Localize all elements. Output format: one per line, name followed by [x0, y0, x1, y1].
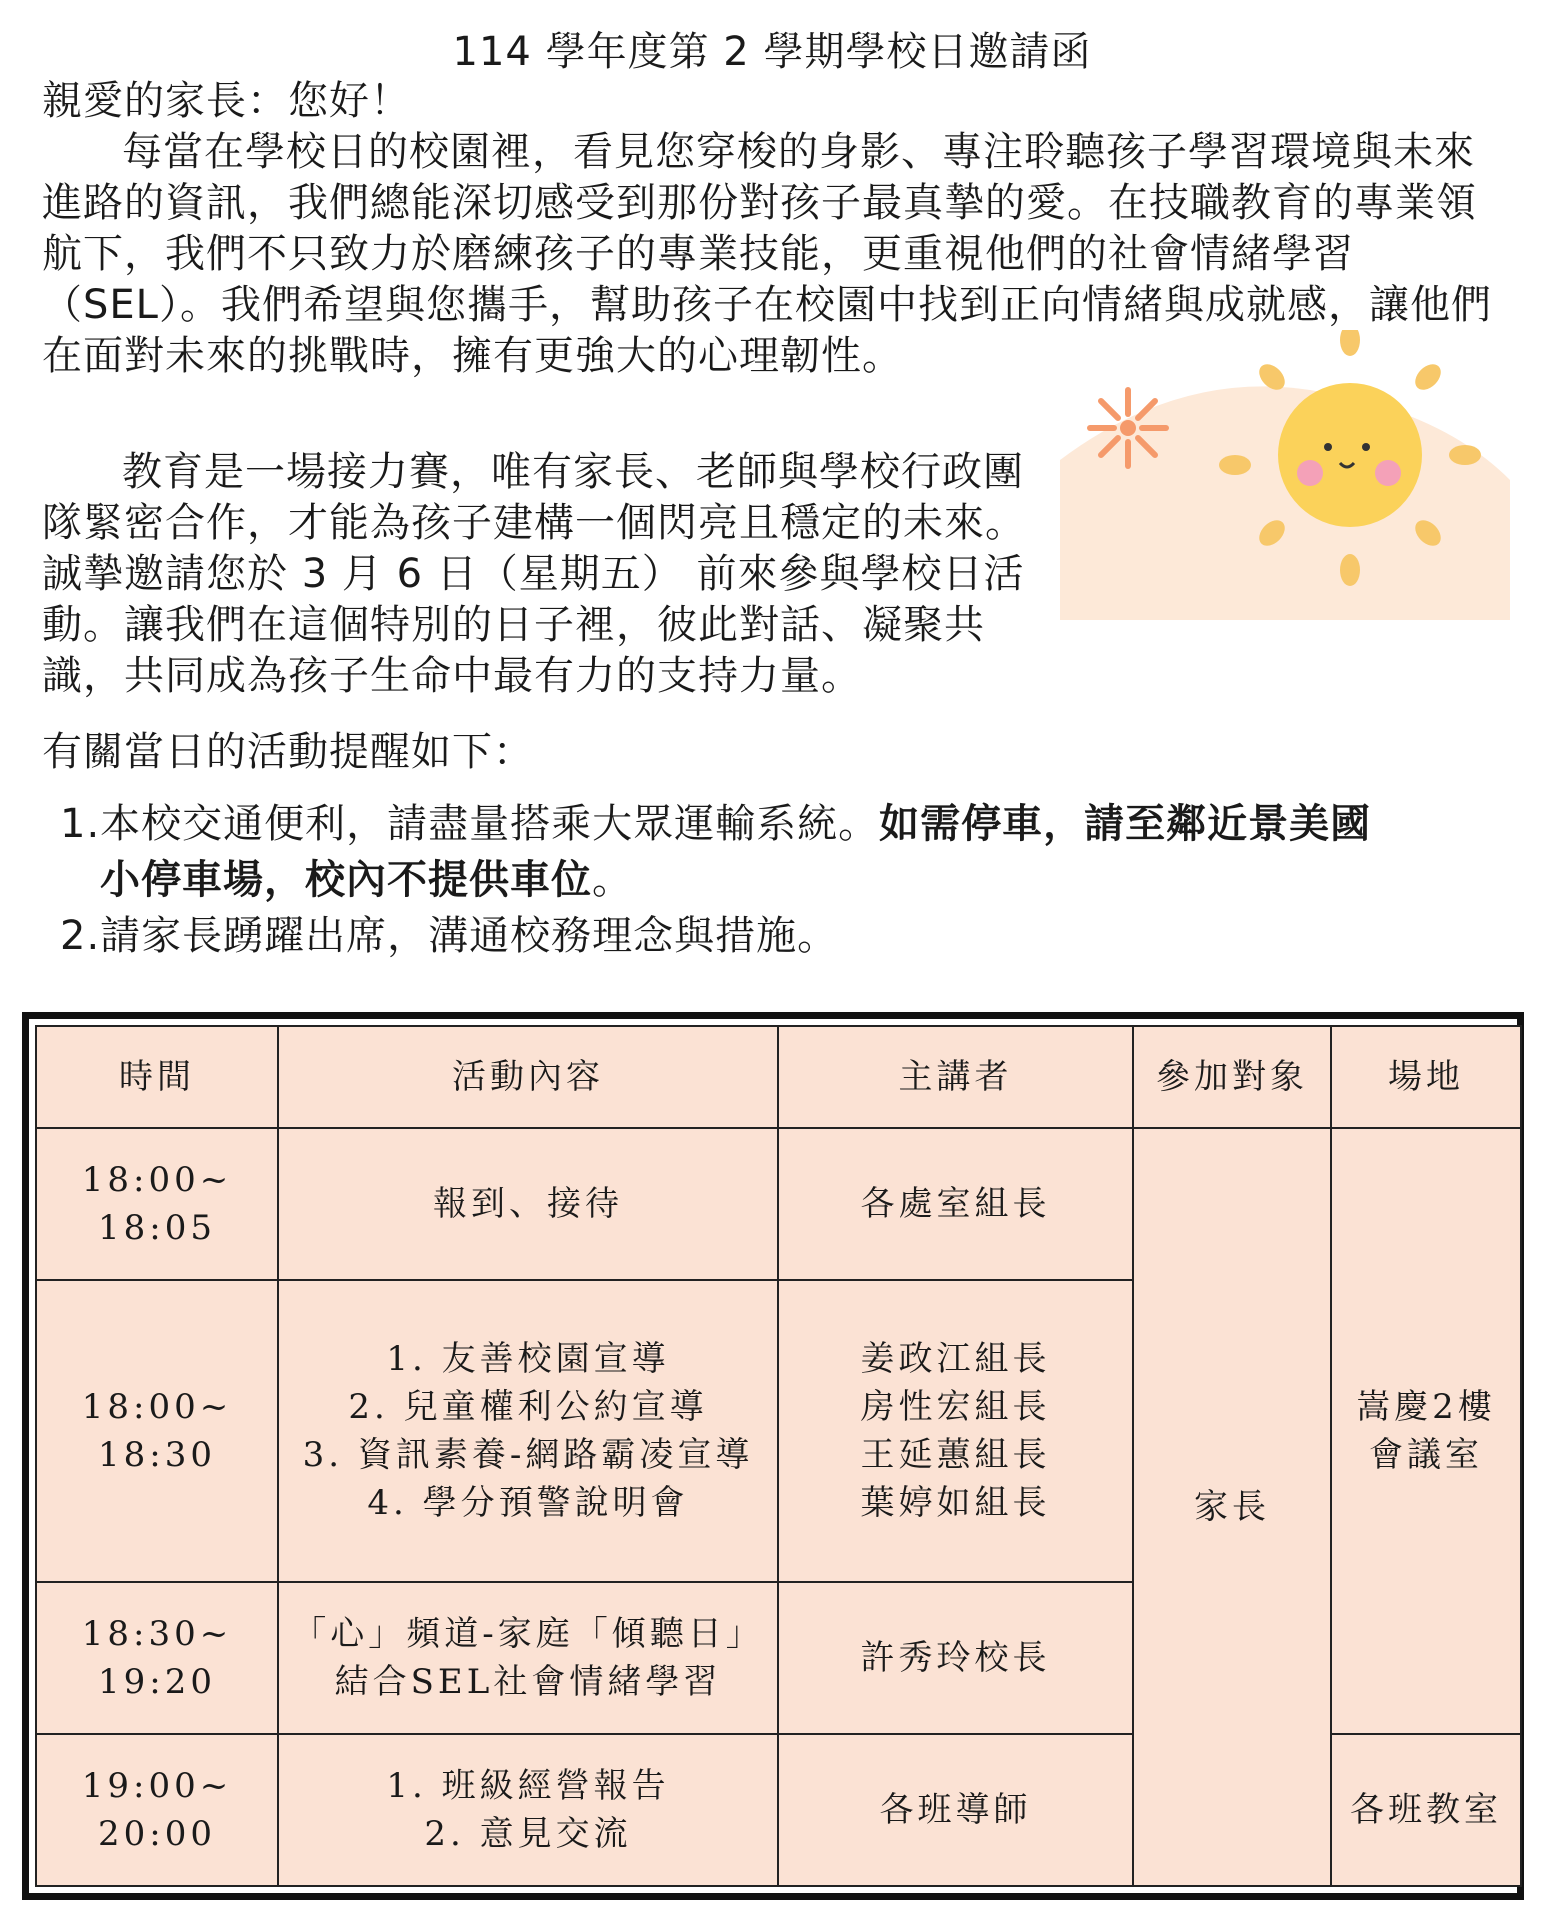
- speaker-line: 各班導師: [879, 1789, 1032, 1830]
- schedule-frame: [22, 1012, 1524, 1900]
- speaker-cell: [778, 1280, 1133, 1581]
- speaker-line: 姜政江組長: [860, 1338, 1051, 1379]
- activity-line: 2. 兒童權利公約宣導: [348, 1386, 708, 1427]
- time-cell: [36, 1280, 278, 1581]
- activity-line: 3. 資訊素養-網路霸凌宣導: [302, 1434, 754, 1475]
- activity-line: 1. 班級經營報告: [386, 1765, 670, 1806]
- speaker-line: 葉婷如組長: [860, 1482, 1051, 1523]
- venue-line: 嵩慶2樓: [1356, 1386, 1496, 1427]
- speaker-cell: [778, 1128, 1133, 1280]
- time-start: 18:30~: [81, 1613, 233, 1654]
- page-title: 114 學年度第 2 學期學校日邀請函: [452, 29, 1092, 75]
- speaker-line: 王延蕙組長: [860, 1434, 1051, 1475]
- speaker-line: 各處室組長: [860, 1184, 1051, 1225]
- activity-line: 2. 意見交流: [424, 1813, 632, 1854]
- reminder-continuation: [60, 852, 1500, 908]
- speaker-line: 許秀玲校長: [860, 1637, 1051, 1678]
- greeting: 親愛的家長：您好！: [42, 78, 411, 124]
- venue-cell: 各班教室: [1331, 1734, 1521, 1886]
- parking-note: 如需停車，請至鄰近景美國: [879, 801, 1372, 847]
- column-header: 活動內容: [278, 1026, 778, 1128]
- speaker-cell: [778, 1582, 1133, 1734]
- relay-paragraph: [42, 447, 1032, 702]
- reminders-heading: 有關當日的活動提醒如下：: [42, 729, 534, 775]
- activity-cell: [278, 1280, 778, 1581]
- column-header: 時間: [36, 1026, 278, 1128]
- table-row: [36, 1128, 1521, 1280]
- venue-cell: [1331, 1128, 1521, 1734]
- activity-cell: [278, 1582, 778, 1734]
- activity-line: 4. 學分預警說明會: [367, 1482, 689, 1523]
- flower-icon: [1090, 390, 1166, 466]
- reminder-item: 2.請家長踴躍出席，溝通校務理念與措施。: [60, 913, 839, 959]
- time-cell: [36, 1582, 278, 1734]
- sun-illustration: [1060, 330, 1510, 620]
- time-start: 19:00~: [81, 1765, 233, 1806]
- activity-line: 報到、接待: [433, 1184, 623, 1225]
- table-header-row: [36, 1026, 1521, 1128]
- time-start: 18:00~: [81, 1160, 233, 1201]
- activity-line: 1. 友善校園宣導: [386, 1338, 670, 1379]
- time-end: 19:20: [98, 1661, 216, 1702]
- participants-cell: 家長: [1133, 1128, 1331, 1886]
- venue-line: 會議室: [1369, 1434, 1483, 1475]
- time-cell: [36, 1734, 278, 1886]
- time-end: 18:30: [98, 1434, 216, 1475]
- column-header: 主講者: [778, 1026, 1133, 1128]
- column-header: 參加對象: [1133, 1026, 1331, 1128]
- schedule-table: [35, 1025, 1522, 1887]
- speaker-line: 房性宏組長: [860, 1386, 1051, 1427]
- parking-note: 小停車場，校內不提供車位: [100, 857, 592, 903]
- reminders-list: [60, 796, 1500, 964]
- column-header: 場地: [1331, 1026, 1521, 1128]
- relay-text: 教育是一場接力賽，唯有家長、老師與學校行政團隊緊密合作，才能為孩子建構一個閃亮且穩定的未來。誠摯邀請您於 3 月 6 日（星期五） 前來參與學校日活動。讓我們在這個特別的日子裡，彼此對話、凝聚共識，共同成為孩子生命中最有力的支持力量。: [42, 449, 1026, 699]
- reminder-text: 。: [592, 857, 633, 903]
- activity-line: 「心」頻道-家庭「傾聽日」: [292, 1613, 764, 1654]
- reminder-item: [60, 796, 1500, 908]
- time-end: 18:05: [98, 1208, 216, 1249]
- activity-cell: [278, 1128, 778, 1280]
- time-start: 18:00~: [81, 1386, 233, 1427]
- speaker-cell: [778, 1734, 1133, 1886]
- time-cell: [36, 1128, 278, 1280]
- activity-line: 結合SEL社會情緒學習: [334, 1661, 722, 1702]
- intro-text: 每當在學校日的校園裡，看見您穿梭的身影、專注聆聽孩子學習環境與未來進路的資訊，我們總能深切感受到那份對孩子最真摯的愛。在技職教育的專業領航下，我們不只致力於磨練孩子的專業技能，更重視他們的社會情緒學習（SEL）。我們希望與您攜手，幫助孩子在校園中找到正向情緒與成就感，讓他們在面對未來的挑戰時，擁有更強大的心理韌性。: [42, 129, 1492, 379]
- time-end: 20:00: [98, 1813, 216, 1854]
- reminder-text: 1.本校交通便利，請盡量搭乘大眾運輸系統。: [60, 801, 880, 847]
- activity-cell: [278, 1734, 778, 1886]
